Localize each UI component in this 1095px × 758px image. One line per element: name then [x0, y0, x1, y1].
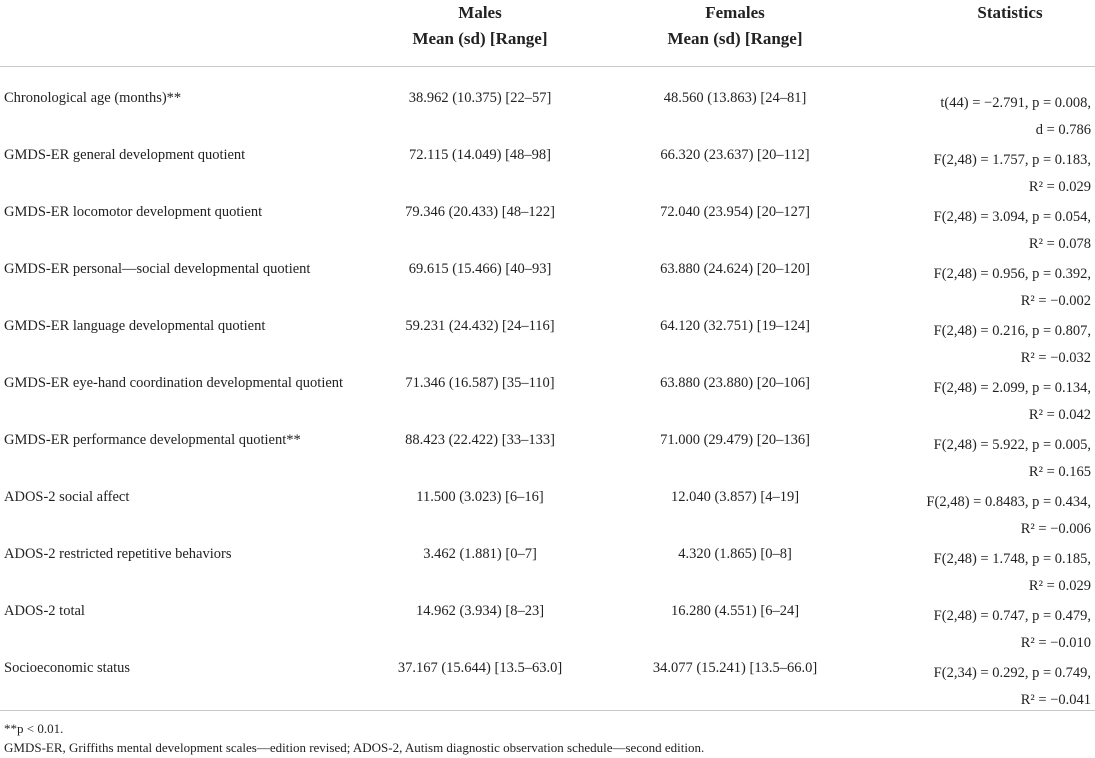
row-label: GMDS-ER general development quotient: [4, 147, 246, 163]
females-value: 66.320 (23.637) [20–112]: [660, 147, 810, 163]
males-value: 72.115 (14.049) [48–98]: [408, 147, 552, 163]
females-title: Females: [705, 3, 765, 22]
row-label: Socioeconomic status: [4, 660, 131, 676]
test-statistic: F(2,48) = 0.8483, p = 0.434,: [926, 494, 1091, 510]
table-header: [0, 0, 1095, 67]
males-value: 11.500 (3.023) [6–16]: [416, 489, 544, 505]
table-row: [0, 417, 1095, 480]
effect-size: R² = −0.041: [1020, 692, 1091, 708]
test-statistic: t(44) = −2.791, p = 0.008,: [940, 95, 1091, 111]
table-row: [0, 588, 1095, 651]
females-value: 63.880 (23.880) [20–106]: [660, 375, 810, 391]
abbreviations-footnote: GMDS-ER, Griffiths mental development scales—edition revised; ADOS-2, Autism diagnostic observation schedule—second edition.: [4, 740, 705, 755]
row-label: GMDS-ER performance developmental quotient**: [4, 432, 301, 448]
males-value: 69.615 (15.466) [40–93]: [408, 261, 552, 277]
males-value: 88.423 (22.422) [33–133]: [405, 432, 555, 448]
effect-size: R² = −0.032: [1020, 350, 1091, 366]
females-value: 48.560 (13.863) [24–81]: [663, 90, 807, 106]
table-row: [0, 474, 1095, 537]
test-statistic: F(2,48) = 0.956, p = 0.392,: [933, 266, 1091, 282]
significance-footnote: **p < 0.01.: [4, 721, 64, 736]
males-value: 14.962 (3.934) [8–23]: [415, 603, 545, 619]
males-value: 79.346 (20.433) [48–122]: [405, 204, 555, 220]
row-label: ADOS-2 restricted repetitive behaviors: [4, 546, 232, 562]
table-row: [0, 246, 1095, 309]
test-statistic: F(2,48) = 0.747, p = 0.479,: [933, 608, 1091, 624]
table-row: [0, 360, 1095, 423]
females-value: 34.077 (15.241) [13.5–66.0]: [652, 660, 818, 676]
males-subtitle: Mean (sd) [Range]: [412, 29, 548, 48]
effect-size: R² = −0.006: [1020, 521, 1091, 537]
row-label: GMDS-ER personal—social developmental quotient: [4, 261, 311, 277]
statistics-value: [934, 660, 1091, 714]
effect-size: R² = 0.029: [1028, 578, 1091, 594]
females-column-header: [585, 0, 885, 52]
test-statistic: F(2,48) = 1.748, p = 0.185,: [933, 551, 1091, 567]
table-row: [0, 132, 1095, 195]
effect-size: R² = 0.029: [1028, 179, 1091, 195]
row-label: GMDS-ER locomotor development quotient: [4, 204, 263, 220]
females-value: 71.000 (29.479) [20–136]: [660, 432, 810, 448]
females-value: 16.280 (4.551) [6–24]: [670, 603, 800, 619]
row-label: Chronological age (months)**: [4, 90, 182, 106]
row-label: ADOS-2 social affect: [4, 489, 130, 505]
statistics-title: Statistics: [977, 3, 1043, 22]
row-label: ADOS-2 total: [4, 603, 85, 619]
table-row: [0, 189, 1095, 252]
test-statistic: F(2,48) = 1.757, p = 0.183,: [933, 152, 1091, 168]
males-value: 3.462 (1.881) [0–7]: [423, 546, 537, 562]
males-value: 37.167 (15.644) [13.5–63.0]: [397, 660, 563, 676]
table-row: [0, 75, 1095, 138]
females-value: 72.040 (23.954) [20–127]: [660, 204, 810, 220]
table-row: [0, 645, 1095, 708]
table-row: [0, 531, 1095, 594]
row-label: GMDS-ER language developmental quotient: [4, 318, 266, 334]
females-value: 4.320 (1.865) [0–8]: [678, 546, 792, 562]
row-label: GMDS-ER eye-hand coordination developmental quotient: [4, 375, 344, 391]
effect-size: R² = −0.002: [1020, 293, 1091, 309]
effect-size: R² = 0.078: [1028, 236, 1091, 252]
statistics-column-header: [860, 0, 1095, 26]
females-value: 64.120 (32.751) [19–124]: [660, 318, 810, 334]
test-statistic: F(2,48) = 2.099, p = 0.134,: [933, 380, 1091, 396]
test-statistic: F(2,34) = 0.292, p = 0.749,: [933, 665, 1091, 681]
effect-size: d = 0.786: [1035, 122, 1091, 138]
females-value: 12.040 (3.857) [4–19]: [670, 489, 800, 505]
females-subtitle: Mean (sd) [Range]: [667, 29, 803, 48]
males-title: Males: [458, 3, 502, 22]
table-bottom-rule: [0, 710, 1095, 711]
test-statistic: F(2,48) = 0.216, p = 0.807,: [933, 323, 1091, 339]
effect-size: R² = 0.165: [1028, 464, 1091, 480]
test-statistic: F(2,48) = 3.094, p = 0.054,: [933, 209, 1091, 225]
males-value: 71.346 (16.587) [35–110]: [405, 375, 555, 391]
test-statistic: F(2,48) = 5.922, p = 0.005,: [933, 437, 1091, 453]
table-row: [0, 303, 1095, 366]
effect-size: R² = 0.042: [1028, 407, 1091, 423]
effect-size: R² = −0.010: [1020, 635, 1091, 651]
males-value: 59.231 (24.432) [24–116]: [405, 318, 555, 334]
females-value: 63.880 (24.624) [20–120]: [660, 261, 810, 277]
males-value: 38.962 (10.375) [22–57]: [408, 90, 552, 106]
